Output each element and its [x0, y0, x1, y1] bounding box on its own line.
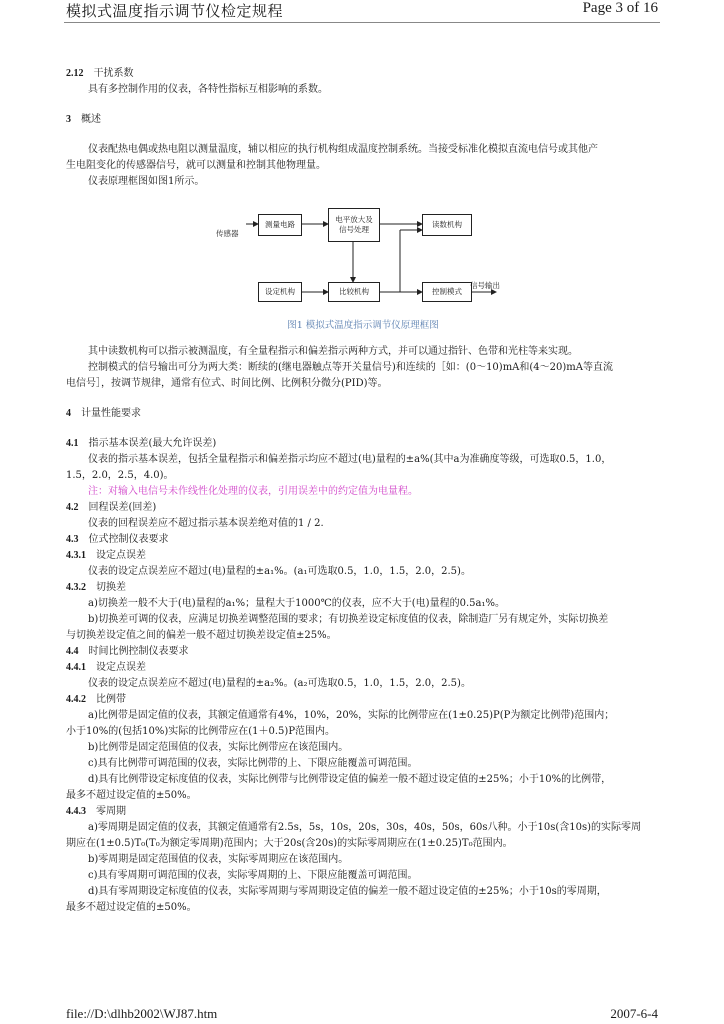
section-4-4-3-heading: 4.4.3 零周期 [66, 806, 126, 817]
section-4-4-3-d-cont: 最多不超过设定值的±50%。 [66, 902, 197, 913]
section-4-4-3-d: d)具有零周期设定标度值的仪表，实际零周期与零周期设定值的偏差一般不超过设定值的±25%；小于10s的零周期， [88, 886, 607, 897]
section-4-3-1-body: 仪表的设定点误差应不超过(电)量程的±a₁%。(a₁可选取0.5，1.0，1.5，2.0，2.5)。 [88, 566, 471, 577]
section-4-3-heading: 4.3 位式控制仪表要求 [66, 534, 169, 545]
page-number: Page 3 of 16 [582, 0, 658, 16]
output-label: 信号输出 [470, 281, 500, 290]
section-4-4-1-body: 仪表的设定点误差应不超过(电)量程的±a₂%。(a₂可选取0.5，1.0，1.5，2.0，2.5)。 [88, 678, 471, 689]
section-4-4-3-b: b)零周期是固定范围值的仪表，实际零周期应在该范围内。 [88, 854, 349, 865]
section-4-3-2-a: a)切换差一般不大于(电)量程的a₁%；量程大于1000℃的仪表，应不大于(电)量程的0.5a₁%。 [88, 598, 505, 609]
section-4-1-note: 注：对输入电信号未作线性化处理的仪表，引用误差中的约定值为电量程。 [88, 486, 418, 497]
section-4-3-2-b: b)切换差可调的仪表，应满足切换差调整范围的要求；有切换差设定标度值的仪表，除制造厂另有规定外，实际切换差 [88, 614, 609, 625]
section-4-4-2-a: a)比例带是固定值的仪表，其额定值通常有4%，10%，20%，实际的比例带应在(1±0.25)P(P为额定比例带)范围内； [88, 710, 615, 721]
reading-box: 读数机构 [422, 214, 472, 236]
reading-description: 其中读数机构可以指示被测温度，有全量程指示和偏差指示两种方式，并可以通过指针、色带和光柱等来实现。 [88, 346, 578, 357]
section-4-4-2-b: b)比例带是固定范围值的仪表，实际比例带应在该范围内。 [88, 742, 349, 753]
setting-box: 设定机构 [258, 282, 302, 302]
section-3-heading: 3 概述 [66, 114, 101, 125]
section-4-3-2-heading: 4.3.2 切换差 [66, 582, 126, 593]
file-path: file://D:\dlhb2002\WJ87.htm [66, 1006, 218, 1021]
page-header [0, 0, 724, 24]
sensor-label: 传感器 [216, 229, 239, 238]
measure-circuit-box: 测量电路 [258, 214, 302, 236]
section-4-1-body: 仪表的指示基本误差，包括全量程指示和偏差指示均应不超过(电)量程的±a%(其中a为准确度等级，可选取0.5，1.0， [88, 454, 612, 465]
section-4-3-1-heading: 4.3.1 设定点误差 [66, 550, 146, 561]
control-description-cont: 电信号］，按调节规律，通常有位式、时间比例、比例积分微分(PID)等。 [66, 378, 388, 389]
block-diagram [66, 200, 660, 312]
section-4-4-3-a: a)零周期是固定值的仪表，其额定值通常有2.5s，5s，10s，20s，30s，40s，50s，60s八种。小于10s(含10s)的实际零周 [88, 822, 642, 833]
section-4-4-3-a-cont: 期应在(1±0.5)T₀(T₀为额定零周期)范围内；大于20s(含20s)的实际零周期应在(1±0.25)T₀范围内。 [66, 838, 513, 849]
control-description: 控制模式的信号输出可分为两大类：断续的(继电器触点等开关量信号)和连续的［如：(0～10)mA和(4～20)mA等直流 [88, 362, 613, 373]
figure-reference: 仪表原理框图如图1所示。 [88, 176, 205, 187]
section-4-4-1-heading: 4.4.1 设定点误差 [66, 662, 146, 673]
amplifier-box: 电平放大及 信号处理 [328, 208, 380, 242]
document-title: 模拟式温度指示调节仪检定规程 [66, 2, 284, 20]
section-4-3-2-b-cont: 与切换差设定值之间的偏差一般不超过切换差设定值±25%。 [66, 630, 337, 641]
section-4-2-heading: 4.2 回程误差(回差) [66, 502, 157, 513]
section-4-2-body: 仪表的回程误差应不超过指示基本误差绝对值的1 / 2. [88, 518, 324, 529]
section-4-4-2-heading: 4.4.2 比例带 [66, 694, 126, 705]
print-date: 2007-6-4 [610, 1006, 658, 1021]
compare-box: 比较机构 [328, 282, 380, 302]
section-4-4-2-c: c)具有比例带可调范围的仪表，实际比例带的上、下限应能覆盖可调范围。 [88, 758, 418, 769]
section-4-4-heading: 4.4 时间比例控制仪表要求 [66, 646, 189, 657]
figure-caption: 图1 模拟式温度指示调节仪原理框图 [287, 320, 439, 331]
section-4-1-body-cont: 1.5，2.0，2.5，4.0)。 [66, 470, 174, 481]
page-content [66, 66, 660, 916]
section-2-12-body: 具有多控制作用的仪表，各特性指标互相影响的系数。 [88, 84, 328, 95]
section-2-12-heading: 2.12 干扰系数 [66, 68, 134, 79]
section-4-4-2-d: d)具有比例带设定标度值的仪表，实际比例带与比例带设定值的偏差一般不超过设定值的±25%；小于10%的比例带， [88, 774, 612, 785]
control-mode-box: 控制模式 [422, 282, 472, 302]
section-4-4-2-a-cont: 小于10%的(包括10%)实际的比例带应在(1＋0.5)P范围内。 [66, 726, 336, 737]
section-4-4-3-c: c)具有零周期可调范围的仪表，实际零周期的上、下限应能覆盖可调范围。 [88, 870, 418, 881]
section-3-paragraph-cont: 生电阻变化的传感器信号，就可以测量和控制其他物理量。 [66, 160, 326, 171]
section-3-paragraph: 仪表配热电偶或热电阻以测量温度，辅以相应的执行机构组成温度控制系统。当接受标准化模拟直流电信号或其他产 [88, 144, 598, 155]
header-divider [64, 22, 660, 23]
section-4-4-2-d-cont: 最多不超过设定值的±50%。 [66, 790, 197, 801]
section-4-1-heading: 4.1 指示基本误差(最大允许误差) [66, 438, 217, 449]
section-4-heading: 4 计量性能要求 [66, 408, 141, 419]
